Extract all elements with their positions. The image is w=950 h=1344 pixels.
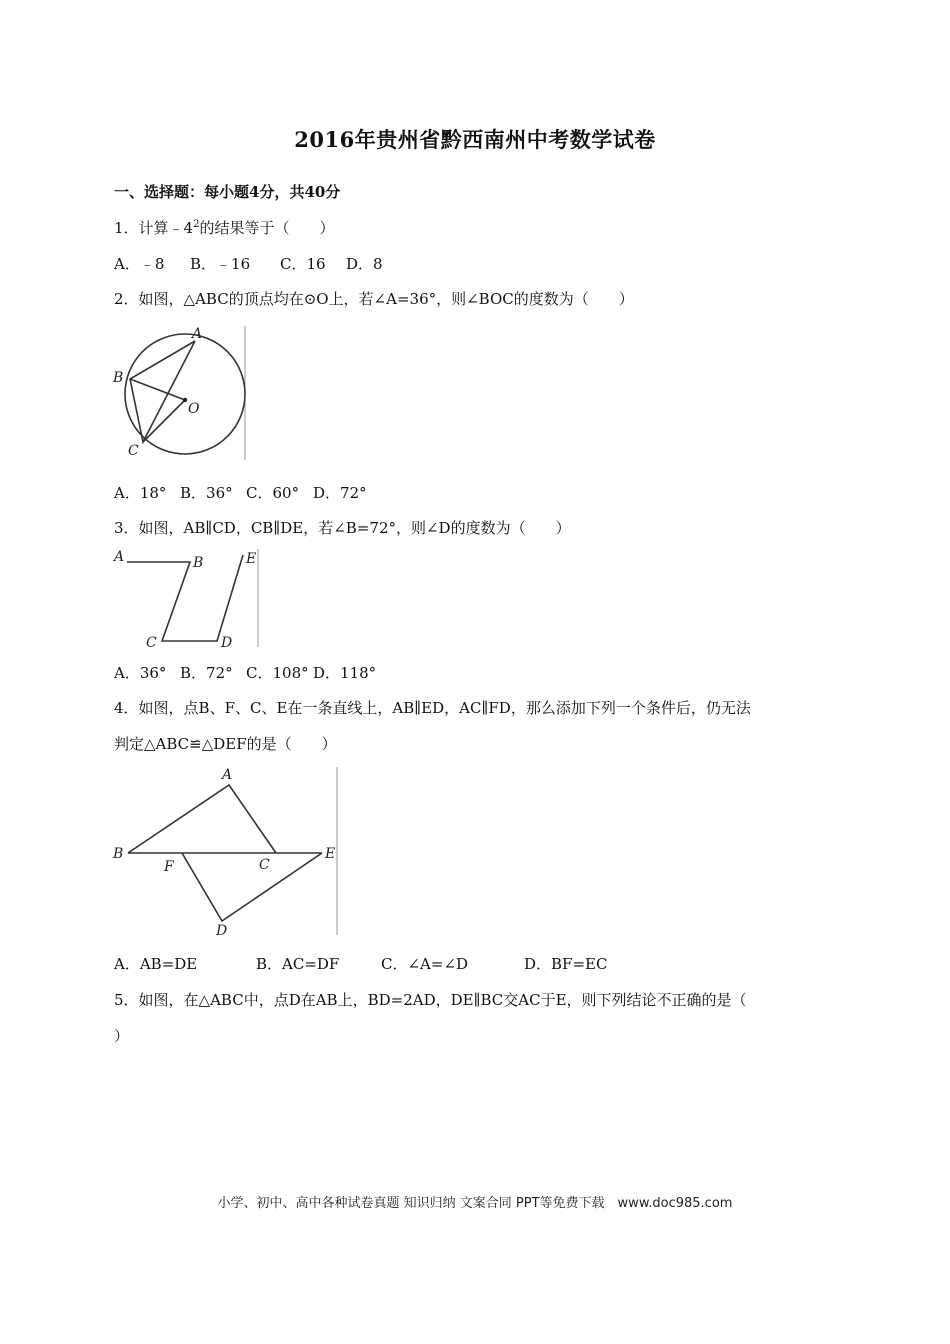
- parallel-lines-figure: [110, 547, 262, 649]
- q2-option-c: C．60°: [246, 484, 300, 502]
- q2-option-a: A．18°: [114, 484, 167, 502]
- label-a: A: [114, 549, 125, 565]
- label-a: A: [222, 767, 233, 783]
- label-b: B: [113, 846, 124, 862]
- question-4-stem-line-2: 判定△ABC≌△DEF的是（ ）: [114, 735, 337, 753]
- triangle-abc: [128, 785, 276, 853]
- q3-option-d: D．118°: [313, 664, 377, 682]
- q1-option-c: C．16: [280, 255, 326, 273]
- label-b: B: [193, 555, 204, 571]
- circle-figure: [110, 324, 250, 462]
- label-d: D: [221, 635, 233, 649]
- q4-option-a: A．AB=DE: [114, 955, 198, 973]
- q3-option-b: B．72°: [180, 664, 233, 682]
- footer-watermark: 小学、初中、高中各种试卷真题 知识归纳 文案合同 PPT等免费下载 www.doc985.com: [217, 1196, 733, 1211]
- label-f: F: [164, 859, 174, 875]
- q1-option-b: B．﹣16: [190, 255, 251, 273]
- label-o: O: [188, 401, 200, 417]
- congruent-triangles-figure: [110, 765, 342, 939]
- circle-o: [125, 334, 245, 454]
- label-e: E: [325, 846, 336, 862]
- label-e: E: [246, 551, 257, 567]
- q1-exponent: 2: [193, 219, 200, 230]
- q1-option-a: A．﹣8: [114, 255, 165, 273]
- question-4-stem-line-1: 4．如图，点B、F、C、E在一条直线上，AB∥ED，AC∥FD，那么添加下列一个条件后，仍无法: [114, 699, 751, 717]
- q4-option-c: C．∠A=∠D: [381, 955, 469, 973]
- q3-option-a: A．36°: [114, 664, 167, 682]
- question-5-stem-line-1: 5．如图，在△ABC中，点D在AB上，BD=2AD，DE∥BC交AC于E，则下列结论不正确的是（: [114, 991, 747, 1009]
- label-d: D: [216, 923, 228, 939]
- zigzag-path: [127, 555, 243, 641]
- q2-option-b: B．36°: [180, 484, 233, 502]
- q1-option-d: D．8: [346, 255, 383, 273]
- question-3-stem: 3．如图，AB∥CD，CB∥DE，若∠B=72°，则∠D的度数为（ ）: [114, 519, 571, 537]
- section-heading: 一、选择题：每小题4分，共40分: [114, 183, 341, 201]
- page-title: 2016年贵州省黔西南州中考数学试卷: [294, 127, 656, 152]
- question-1-stem: [114, 217, 334, 238]
- label-c: C: [146, 635, 157, 649]
- segment-bo: [130, 379, 185, 400]
- label-c: C: [259, 857, 270, 873]
- label-c: C: [128, 443, 139, 459]
- segment-co: [143, 400, 185, 442]
- label-a: A: [192, 326, 203, 342]
- q2-option-d: D．72°: [313, 484, 367, 502]
- triangle-def: [182, 853, 322, 921]
- q1-stem-part-a: 1．计算﹣4: [114, 219, 194, 237]
- center-point: [183, 398, 187, 402]
- question-2-stem: 2．如图，△ABC的顶点均在⊙O上，若∠A=36°，则∠BOC的度数为（ ）: [114, 290, 634, 308]
- q3-option-c: C．108°: [246, 664, 309, 682]
- label-b: B: [113, 370, 124, 386]
- q1-stem-part-b: 的结果等于（ ）: [199, 219, 335, 237]
- q4-option-b: B．AC=DF: [256, 955, 340, 973]
- question-5-stem-line-2: ）: [114, 1027, 130, 1045]
- q4-option-d: D．BF=EC: [524, 955, 608, 973]
